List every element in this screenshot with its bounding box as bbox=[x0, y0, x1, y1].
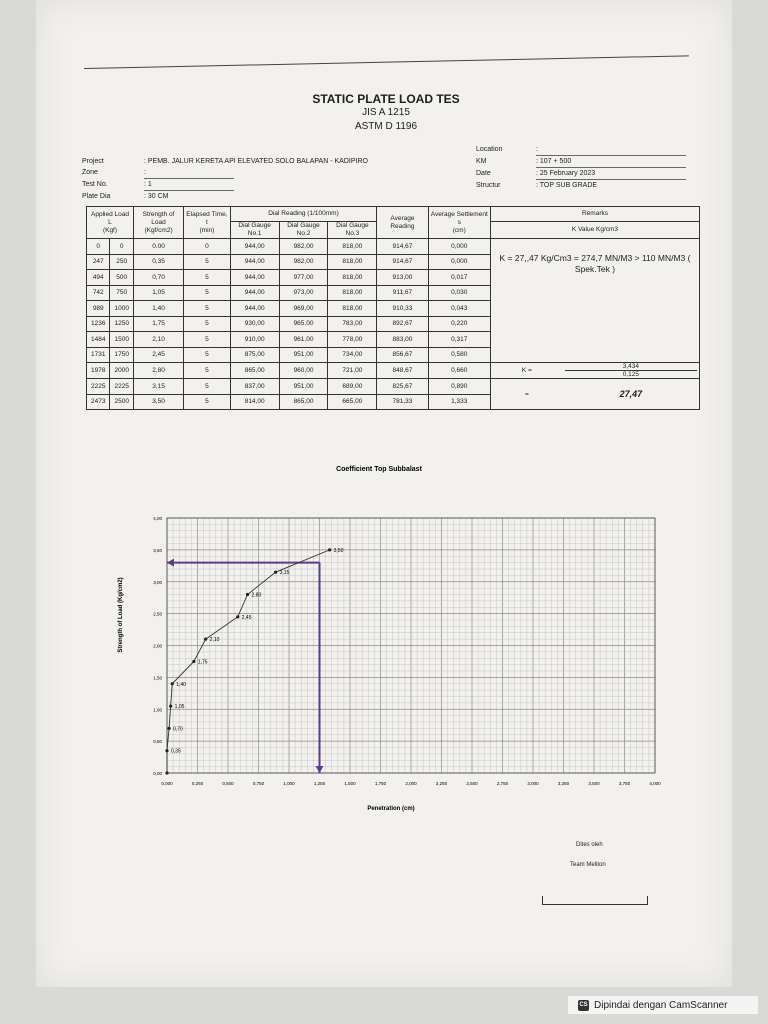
info-right bbox=[476, 144, 696, 191]
info-value: : 1 bbox=[144, 179, 234, 191]
table-cell: 781,33 bbox=[377, 394, 428, 410]
x-tick-label: 0,750 bbox=[252, 781, 265, 786]
table-cell: 665,00 bbox=[328, 394, 377, 410]
table-cell: 0 bbox=[184, 239, 231, 255]
info-left bbox=[82, 156, 462, 202]
x-tick-label: 2,000 bbox=[405, 781, 417, 786]
table-cell: 910,33 bbox=[377, 301, 428, 317]
k-numerator: 3,434 bbox=[565, 363, 697, 371]
table-cell: 818,00 bbox=[328, 270, 377, 286]
data-point bbox=[274, 571, 277, 574]
table-cell: 865,00 bbox=[279, 394, 328, 410]
table-cell: 734,00 bbox=[328, 347, 377, 363]
table-cell: 0,580 bbox=[428, 347, 490, 363]
table-cell: 2,10 bbox=[133, 332, 183, 348]
signature-line1: Dites oleh bbox=[576, 842, 603, 848]
data-label: 1,40 bbox=[176, 681, 186, 688]
info-value: : 25 February 2023 bbox=[536, 168, 686, 180]
header-rule bbox=[84, 55, 689, 69]
standard-astm: ASTM D 1196 bbox=[354, 121, 418, 132]
table-cell: 5 bbox=[184, 270, 231, 286]
data-point bbox=[165, 749, 168, 752]
info-value: : PEMB. JALUR KERETA API ELEVATED SOLO BALAPAN - KADIPIRO bbox=[144, 158, 368, 165]
y-tick-label: 1,00 bbox=[153, 707, 162, 713]
table-cell: 982,00 bbox=[279, 254, 328, 270]
data-label: 0,35 bbox=[171, 748, 181, 755]
chart-xlabel: Penetration (cm) bbox=[367, 806, 415, 812]
table-cell: 944,00 bbox=[230, 254, 279, 270]
data-label: 2,45 bbox=[241, 614, 252, 621]
y-tick-label: 4,00 bbox=[153, 516, 162, 521]
table-cell: 2,45 bbox=[133, 347, 183, 363]
table-cell: 875,00 bbox=[230, 347, 279, 363]
table-cell: 982,00 bbox=[279, 239, 328, 255]
col-settlement: Average Settlement s (cm) bbox=[428, 207, 490, 239]
y-tick-label: 3,00 bbox=[153, 579, 162, 585]
x-tick-label: 3,000 bbox=[527, 781, 539, 786]
table-cell: 1978 bbox=[87, 363, 110, 379]
table-cell: 5 bbox=[184, 316, 231, 332]
x-tick-label: 0,500 bbox=[222, 781, 234, 786]
data-label: 2,80 bbox=[251, 592, 262, 599]
x-tick-label: 3,250 bbox=[557, 781, 570, 786]
info-label: Structur bbox=[476, 182, 501, 189]
table-cell: 865,00 bbox=[230, 363, 279, 379]
col-remarks: Remarks bbox=[490, 207, 699, 222]
x-tick-label: 0,250 bbox=[191, 781, 204, 786]
table-cell: 5 bbox=[184, 347, 231, 363]
signature-box bbox=[542, 896, 648, 905]
chart bbox=[36, 440, 732, 860]
chart-ylabel: Strength of Load (Kg/cm2) bbox=[118, 577, 124, 653]
table-cell: 913,00 bbox=[377, 270, 428, 286]
table-cell: 0,317 bbox=[428, 332, 490, 348]
table-cell: 783,00 bbox=[328, 316, 377, 332]
table-cell: 5 bbox=[184, 379, 231, 395]
document-sheet bbox=[36, 0, 732, 987]
table-cell: 5 bbox=[184, 285, 231, 301]
table-cell: 3,15 bbox=[133, 379, 183, 395]
y-tick-label: 1,50 bbox=[153, 675, 162, 681]
k-denominator: 0,125 bbox=[622, 371, 640, 378]
table-cell: 0 bbox=[87, 239, 110, 255]
table-cell: 0,220 bbox=[428, 316, 490, 332]
table-cell: 910,00 bbox=[230, 332, 279, 348]
data-table bbox=[86, 206, 700, 410]
x-tick-label: 1,000 bbox=[283, 781, 295, 786]
table-row bbox=[87, 239, 700, 255]
col-kvalue: K Value Kg/cm3 bbox=[490, 222, 699, 239]
table-cell: 1,75 bbox=[133, 316, 183, 332]
chart-grid bbox=[167, 518, 655, 773]
col-dial2: Dial Gauge No.2 bbox=[279, 222, 328, 239]
table-cell: 0 bbox=[110, 239, 133, 255]
table-cell: 977,00 bbox=[279, 270, 328, 286]
table-cell: 914,67 bbox=[377, 254, 428, 270]
table-cell: 911,67 bbox=[377, 285, 428, 301]
table-cell: 1250 bbox=[110, 316, 133, 332]
col-elapsed: Elapsed Time, t (min) bbox=[184, 207, 231, 239]
data-point bbox=[167, 727, 170, 730]
col-dial3: Dial Gauge No.3 bbox=[328, 222, 377, 239]
table-cell: 721,00 bbox=[328, 363, 377, 379]
info-value: : TOP SUB GRADE bbox=[536, 182, 598, 189]
x-tick-label: 1,250 bbox=[313, 781, 326, 786]
table-row bbox=[87, 363, 700, 379]
camscanner-watermark bbox=[568, 996, 758, 1014]
table-body bbox=[87, 239, 700, 410]
k-result: 27,47 bbox=[563, 379, 700, 410]
data-point bbox=[204, 638, 207, 641]
table-cell: 1236 bbox=[87, 316, 110, 332]
table-cell: 5 bbox=[184, 254, 231, 270]
table-cell: 818,00 bbox=[328, 239, 377, 255]
info-label: Zone bbox=[82, 169, 98, 176]
info-value: : 107 + 500 bbox=[536, 156, 686, 168]
y-tick-label: 2,00 bbox=[153, 643, 162, 649]
table-cell: 818,00 bbox=[328, 301, 377, 317]
data-label: 2,10 bbox=[209, 637, 220, 644]
table-cell: 961,00 bbox=[279, 332, 328, 348]
table-cell: 951,00 bbox=[279, 379, 328, 395]
table-cell: 2225 bbox=[110, 379, 133, 395]
table-cell: 1731 bbox=[87, 347, 110, 363]
table-cell: 0,000 bbox=[428, 239, 490, 255]
table-cell: 818,00 bbox=[328, 285, 377, 301]
table-cell: 5 bbox=[184, 363, 231, 379]
standard-jis: JIS A 1215 bbox=[362, 107, 410, 118]
data-point bbox=[328, 548, 331, 551]
info-value: : bbox=[144, 167, 234, 179]
y-tick-label: 0,50 bbox=[153, 739, 162, 745]
table-cell: 5 bbox=[184, 301, 231, 317]
table-cell: 989 bbox=[87, 301, 110, 317]
table-cell: 689,00 bbox=[328, 379, 377, 395]
data-label: 3,15 bbox=[279, 570, 290, 577]
table-cell: 1,333 bbox=[428, 394, 490, 410]
page-title: STATIC PLATE LOAD TES bbox=[312, 92, 460, 106]
table-cell: 960,00 bbox=[279, 363, 328, 379]
camscanner-logo-icon: CS bbox=[578, 1000, 589, 1011]
table-cell: 750 bbox=[110, 285, 133, 301]
col-dial-reading: Dial Reading (1/100mm) bbox=[230, 207, 377, 222]
table-cell: 944,00 bbox=[230, 239, 279, 255]
table-cell: 778,00 bbox=[328, 332, 377, 348]
table-cell: 0,000 bbox=[428, 254, 490, 270]
x-tick-label: 3,750 bbox=[618, 781, 631, 786]
info-label: KM bbox=[476, 158, 487, 165]
table-cell: 494 bbox=[87, 270, 110, 286]
table-cell: 969,00 bbox=[279, 301, 328, 317]
k-fraction bbox=[563, 363, 700, 379]
table-cell: 883,00 bbox=[377, 332, 428, 348]
table-cell: 247 bbox=[87, 254, 110, 270]
arrow-left-icon bbox=[167, 559, 174, 567]
data-point bbox=[246, 593, 249, 596]
table-cell: 2,80 bbox=[133, 363, 183, 379]
table-cell: 914,67 bbox=[377, 239, 428, 255]
table-cell: 1,40 bbox=[133, 301, 183, 317]
info-label: Location bbox=[476, 146, 503, 153]
data-label: 0,70 bbox=[173, 726, 183, 733]
x-tick-label: 0,000 bbox=[161, 781, 173, 786]
k-formula-prefix: K = bbox=[490, 363, 562, 379]
table-cell: 856,67 bbox=[377, 347, 428, 363]
info-value: : 30 CM bbox=[144, 193, 169, 200]
data-label: 1,05 bbox=[174, 704, 185, 711]
table-cell: 973,00 bbox=[279, 285, 328, 301]
data-point bbox=[169, 704, 172, 707]
x-tick-label: 1,750 bbox=[374, 781, 387, 786]
x-tick-label: 3,500 bbox=[588, 781, 600, 786]
table-cell: 944,00 bbox=[230, 270, 279, 286]
col-strength: Strength of Load (Kgf/cm2) bbox=[133, 207, 183, 239]
col-applied-load: Applied Load L (Kgf) bbox=[87, 207, 134, 239]
x-tick-label: 2,250 bbox=[435, 781, 448, 786]
table-cell: 2225 bbox=[87, 379, 110, 395]
table-cell: 944,00 bbox=[230, 285, 279, 301]
table-cell: 5 bbox=[184, 394, 231, 410]
data-point bbox=[236, 615, 239, 618]
table-cell: 5 bbox=[184, 332, 231, 348]
table-cell: 1500 bbox=[110, 332, 133, 348]
chart-title: Coefficient Top Subbalast bbox=[336, 466, 422, 473]
arrow-down-icon bbox=[316, 766, 324, 773]
title-block bbox=[276, 92, 496, 134]
table-cell: 951,00 bbox=[279, 347, 328, 363]
x-tick-label: 2,750 bbox=[496, 781, 509, 786]
table-cell: 0,890 bbox=[428, 379, 490, 395]
col-dial1: Dial Gauge No.1 bbox=[230, 222, 279, 239]
table-cell: 0,35 bbox=[133, 254, 183, 270]
remarks-cell: K = 27,,47 Kg/Cm3 = 274,7 MN/M3 > 110 MN/M3 ( Spek.Tek ) bbox=[490, 239, 699, 363]
table-cell: 930,00 bbox=[230, 316, 279, 332]
k-equals: = bbox=[490, 379, 562, 410]
x-tick-label: 1,500 bbox=[344, 781, 356, 786]
table-cell: 742 bbox=[87, 285, 110, 301]
table-row bbox=[87, 379, 700, 395]
data-point bbox=[171, 682, 174, 685]
y-tick-label: 2,50 bbox=[153, 611, 162, 617]
table-cell: 1750 bbox=[110, 347, 133, 363]
table-cell: 2473 bbox=[87, 394, 110, 410]
table-cell: 0,660 bbox=[428, 363, 490, 379]
chart-ticks bbox=[153, 516, 661, 786]
table-cell: 1484 bbox=[87, 332, 110, 348]
table-cell: 500 bbox=[110, 270, 133, 286]
table-cell: 0,017 bbox=[428, 270, 490, 286]
info-label: Test No. bbox=[82, 181, 108, 188]
table-cell: 2500 bbox=[110, 394, 133, 410]
info-label: Date bbox=[476, 170, 491, 177]
table-cell: 892,67 bbox=[377, 316, 428, 332]
data-label: 1,75 bbox=[197, 659, 208, 666]
table-cell: 0,030 bbox=[428, 285, 490, 301]
info-label: Plate Dia bbox=[82, 193, 111, 200]
table-cell: 0,043 bbox=[428, 301, 490, 317]
y-tick-label: 0,00 bbox=[153, 771, 162, 776]
camscanner-label: Dipindai dengan CamScanner bbox=[594, 999, 728, 1011]
table-cell: 965,00 bbox=[279, 316, 328, 332]
table-cell: 1000 bbox=[110, 301, 133, 317]
table-cell: 944,00 bbox=[230, 301, 279, 317]
table-cell: 1,05 bbox=[133, 285, 183, 301]
table-cell: 814,00 bbox=[230, 394, 279, 410]
info-label: Project bbox=[82, 158, 104, 165]
table-cell: 848,67 bbox=[377, 363, 428, 379]
data-label: 3,50 bbox=[333, 547, 344, 554]
table-cell: 3,50 bbox=[133, 394, 183, 410]
y-tick-label: 3,50 bbox=[153, 547, 162, 553]
table-cell: 837,00 bbox=[230, 379, 279, 395]
table-cell: 0,70 bbox=[133, 270, 183, 286]
signature-line2: Team Meliton bbox=[570, 862, 606, 868]
table-cell: 250 bbox=[110, 254, 133, 270]
data-point bbox=[192, 660, 195, 663]
table-cell: 0.00 bbox=[133, 239, 183, 255]
table-cell: 818,00 bbox=[328, 254, 377, 270]
table-cell: 825,67 bbox=[377, 379, 428, 395]
table-cell: 2000 bbox=[110, 363, 133, 379]
col-average: Average Reading bbox=[377, 207, 428, 239]
data-point bbox=[165, 771, 168, 774]
x-tick-label: 2,500 bbox=[466, 781, 478, 786]
x-tick-label: 4,000 bbox=[649, 781, 661, 786]
info-value: : bbox=[536, 144, 686, 156]
